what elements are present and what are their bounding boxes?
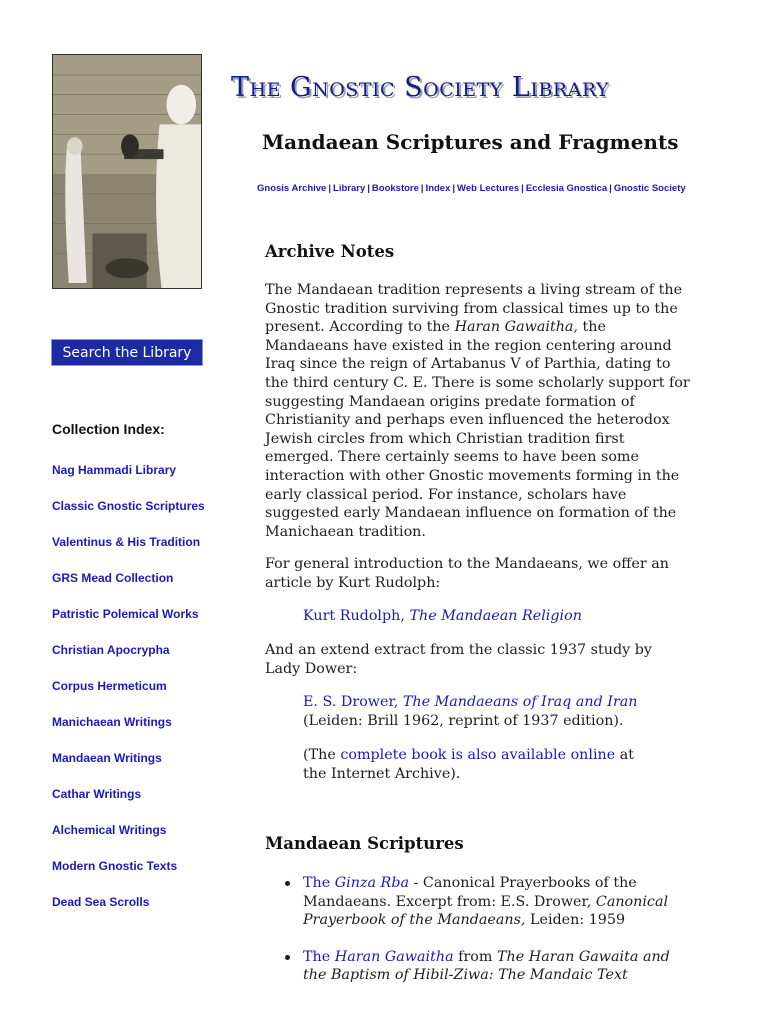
collection-item xyxy=(52,783,205,819)
collection-item xyxy=(52,567,205,603)
drower-note: (Leiden: Brill 1962, reprint of 1937 edition). xyxy=(303,712,624,729)
ginza-rba-link[interactable] xyxy=(303,875,409,891)
drower-book-link[interactable] xyxy=(303,694,638,710)
collection-link-valentinus[interactable]: Valentinus & His Tradition xyxy=(52,535,201,549)
item-emphasis: Canonical Prayerbook of the Mandaeans, xyxy=(303,893,669,929)
rudolph-link-author: Kurt Rudolph, xyxy=(303,608,410,624)
mandaean-scriptures-heading: Mandaean Scriptures xyxy=(265,834,464,853)
link-prefix: The xyxy=(303,948,335,965)
collection-link-classic-gnostic[interactable]: Classic Gnostic Scriptures xyxy=(52,499,205,513)
collection-item xyxy=(52,675,205,711)
collection-item xyxy=(52,495,205,531)
archive-notes-heading: Archive Notes xyxy=(265,242,395,261)
item-emphasis: The Haran Gawaita and the Baptism of Hibil-Ziwa: The Mandaic Text xyxy=(303,948,670,984)
nav-link-index[interactable]: Index xyxy=(425,183,451,194)
collection-link-alchemical[interactable]: Alchemical Writings xyxy=(52,823,167,837)
drower-link-author: E. S. Drower, xyxy=(303,694,403,710)
collection-item xyxy=(52,891,205,927)
nav-link-gnostic-society[interactable]: Gnostic Society xyxy=(613,183,686,194)
drower-intro: And an extend extract from the classic 1937 study by Lady Dower: xyxy=(265,642,652,677)
collection-link-nag-hammadi[interactable]: Nag Hammadi Library xyxy=(52,463,177,477)
complete-text: (The xyxy=(303,747,341,763)
top-navigation xyxy=(257,183,686,194)
nav-separator: | xyxy=(521,183,524,194)
link-prefix: The xyxy=(303,875,335,891)
rudolph-article-link[interactable] xyxy=(303,608,582,624)
nav-link-web-lectures[interactable]: Web Lectures xyxy=(457,183,520,194)
nav-separator: | xyxy=(328,183,332,194)
item-text: - Canonical Prayerbooks of the Mandaeans. Excerpt from: E.S. Drower, xyxy=(303,875,637,910)
collection-item xyxy=(52,603,205,639)
archive-notes-intro xyxy=(265,281,690,541)
complete-text: at the Internet Archive). xyxy=(303,747,635,782)
rudolph-intro: For general introduction to the Mandaeans, we offer an article by Kurt Rudolph: xyxy=(265,556,669,591)
header-photo xyxy=(52,54,202,289)
rudolph-link-title: The Mandaean Religion xyxy=(409,608,582,624)
collection-link-dead-sea-scrolls[interactable]: Dead Sea Scrolls xyxy=(52,895,150,909)
collection-link-christian-apocrypha[interactable]: Christian Apocrypha xyxy=(52,643,170,657)
collection-link-corpus-hermeticum[interactable]: Corpus Hermeticum xyxy=(52,679,167,693)
haran-gawaitha-link[interactable] xyxy=(303,949,454,965)
complete-book-note xyxy=(303,746,643,783)
search-library-button[interactable]: Search the Library xyxy=(51,339,203,366)
intro-text: the Mandaeans have existed in the region centering around Iraq since the reign of Artabanus V of Parthia, dating to the third century C. E. There is some scholarly support for suggesting Mandaean origins predate formation of Christianity and perhaps even influenced the heterodox Jewish circles from which Christian tradition first emerged. There certainly seems to have been some interaction with other Gnostic movements forming in the early classical period. For instance, scholars have suggested early Mandaean influence on formation of the Manichaean tradition. xyxy=(265,319,690,540)
drower-link-block xyxy=(303,693,703,730)
collection-item xyxy=(52,459,205,495)
nav-separator: | xyxy=(367,183,370,194)
nav-link-ecclesia-gnostica[interactable]: Ecclesia Gnostica xyxy=(525,183,608,194)
site-title: The Gnostic Society Library xyxy=(231,72,610,103)
collection-link-patristic[interactable]: Patristic Polemical Works xyxy=(52,607,199,621)
nav-separator: | xyxy=(452,183,456,194)
item-text: Leiden: 1959 xyxy=(525,912,626,929)
collection-link-cathar[interactable]: Cathar Writings xyxy=(52,787,142,801)
nav-link-bookstore[interactable]: Bookstore xyxy=(371,183,419,194)
link-title: Ginza Rba xyxy=(334,875,409,891)
collection-link-grs-mead[interactable]: GRS Mead Collection xyxy=(52,571,174,585)
item-text: from xyxy=(453,948,497,965)
nav-link-library[interactable]: Library xyxy=(333,183,366,194)
page-title: Mandaean Scriptures and Fragments xyxy=(262,130,679,154)
collection-item xyxy=(52,639,205,675)
scripture-item xyxy=(265,874,685,930)
collection-item xyxy=(52,819,205,855)
collection-item xyxy=(52,747,205,783)
collection-link-mandaean[interactable]: Mandaean Writings xyxy=(52,751,162,765)
drower-link-title: The Mandaeans of Iraq and Iran xyxy=(402,694,638,710)
complete-book-link[interactable]: complete book is also available online xyxy=(340,747,616,763)
rudolph-link-line xyxy=(303,607,703,626)
scripture-item xyxy=(265,948,685,985)
nav-link-gnosis-archive[interactable]: Gnosis Archive xyxy=(257,183,327,194)
intro-text: The Mandaean tradition represents a living stream of the Gnostic tradition surviving from classical times up to the present. According to the xyxy=(265,282,683,336)
nav-separator: | xyxy=(420,183,424,194)
collection-index-list xyxy=(52,459,205,927)
intro-emphasis: Haran Gawaitha, xyxy=(454,319,578,336)
collection-item xyxy=(52,531,205,567)
link-title: Haran Gawaitha xyxy=(334,948,454,965)
collection-index-heading: Collection Index: xyxy=(52,421,165,437)
collection-item xyxy=(52,711,205,747)
scriptures-list xyxy=(265,874,685,1003)
collection-item xyxy=(52,855,205,891)
nav-separator: | xyxy=(609,183,612,194)
collection-link-manichaean[interactable]: Manichaean Writings xyxy=(52,715,172,729)
collection-link-modern-gnostic[interactable]: Modern Gnostic Texts xyxy=(52,859,178,873)
